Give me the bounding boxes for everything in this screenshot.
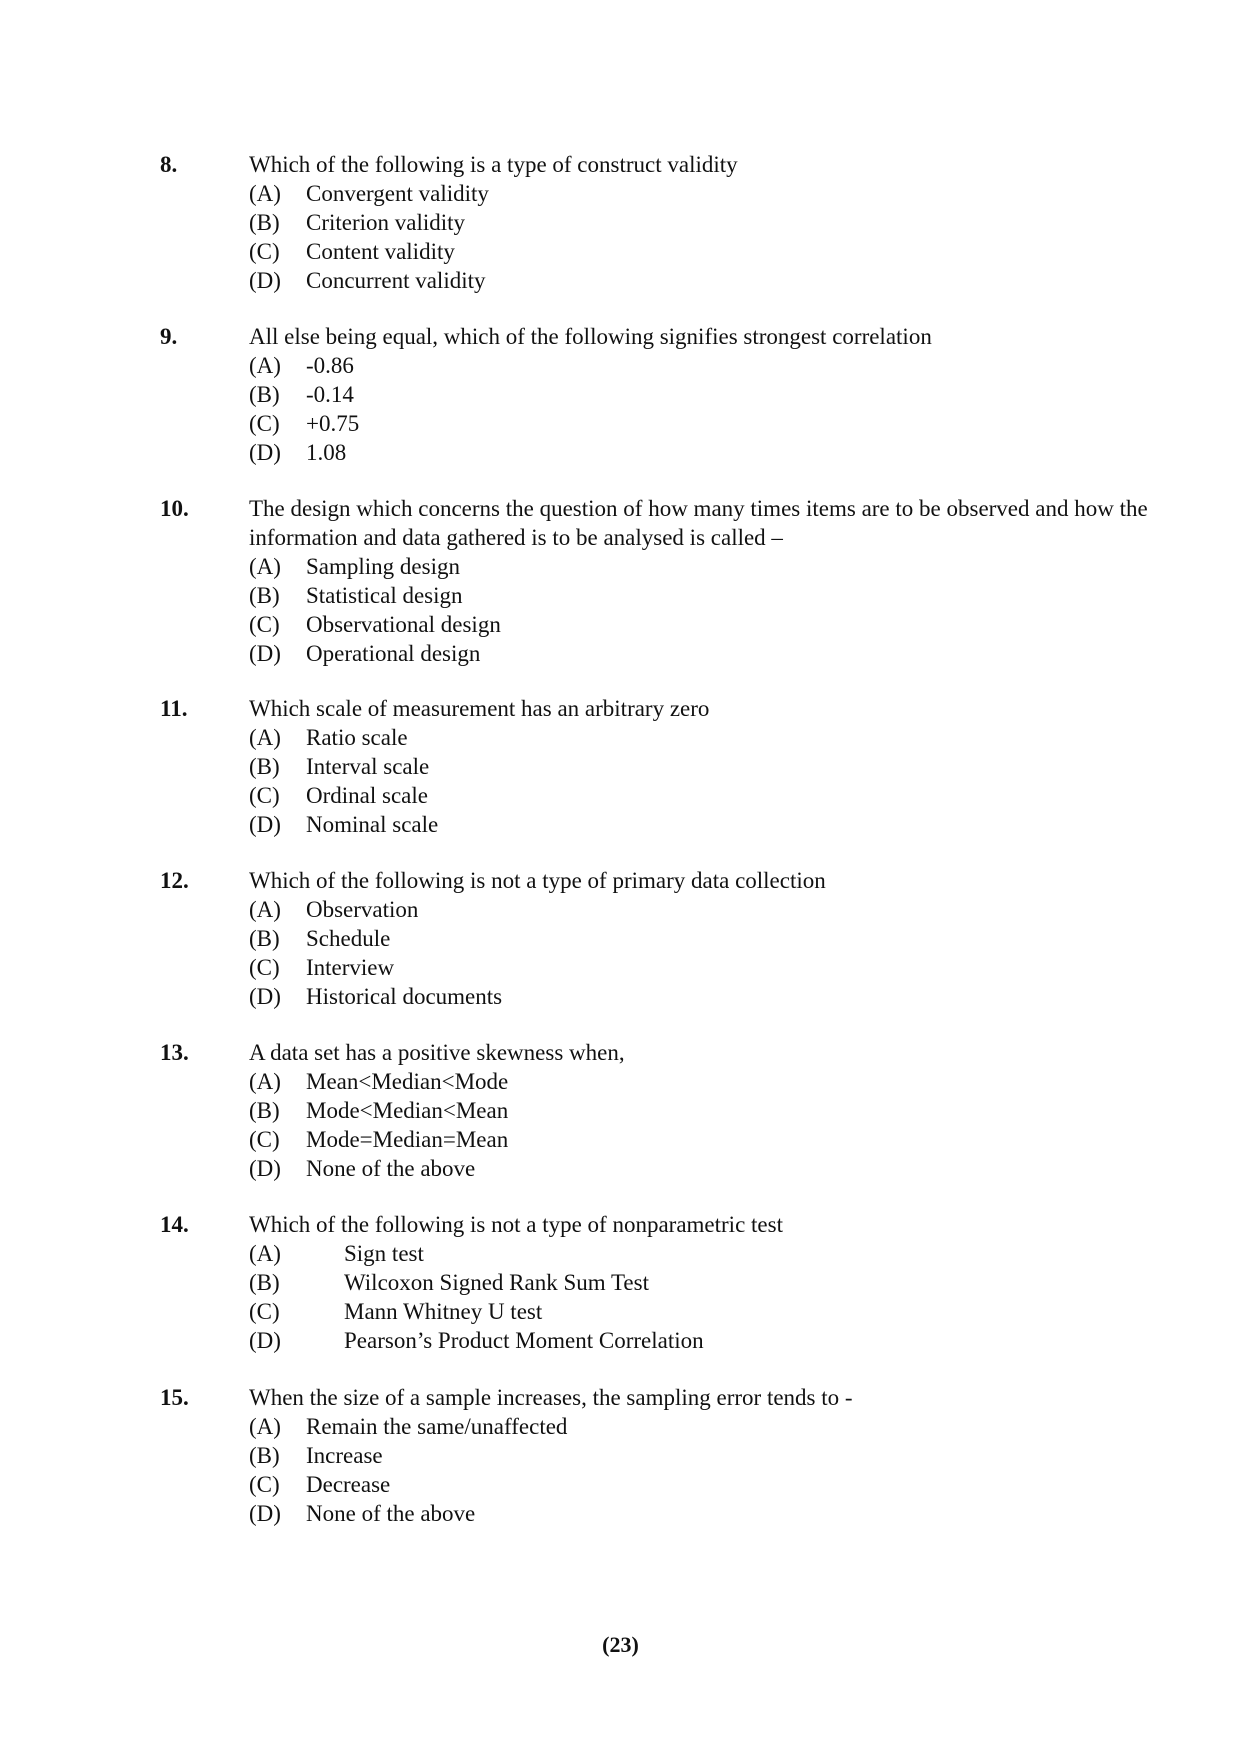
option-label: (B) — [249, 754, 280, 779]
option-label: (A) — [249, 725, 281, 750]
option-text: Observation — [306, 897, 419, 922]
option-text: Mean<Median<Mode — [306, 1069, 509, 1094]
question-number: 9. — [160, 324, 178, 349]
option-label: (D) — [249, 440, 281, 465]
option-text: -0.86 — [306, 353, 354, 378]
option-text: Pearson’s Product Moment Correlation — [344, 1328, 704, 1353]
option-text: Schedule — [306, 926, 391, 951]
option-label: (B) — [249, 210, 280, 235]
option-label: (B) — [249, 382, 280, 407]
option-text: 1.08 — [306, 440, 347, 465]
question-text: All else being equal, which of the following signifies strongest correlation — [249, 324, 932, 349]
option-text: +0.75 — [306, 411, 360, 436]
option-label: (D) — [249, 641, 281, 666]
option-text: Interval scale — [306, 754, 430, 779]
question-text: Which of the following is not a type of primary data collection — [249, 868, 826, 893]
option-label: (A) — [249, 554, 281, 579]
option-text: Content validity — [306, 239, 455, 264]
option-label: (D) — [249, 1501, 281, 1526]
option-text: Observational design — [306, 612, 501, 637]
option-text: Statistical design — [306, 583, 463, 608]
option-text: Mann Whitney U test — [344, 1299, 543, 1324]
option-text: None of the above — [306, 1501, 476, 1526]
page-number: (23) — [602, 1632, 639, 1657]
option-label: (A) — [249, 181, 281, 206]
option-label: (C) — [249, 239, 280, 264]
option-text: Wilcoxon Signed Rank Sum Test — [344, 1270, 649, 1295]
option-label: (C) — [249, 955, 280, 980]
question-number: 8. — [160, 152, 178, 177]
question-number: 15. — [160, 1385, 189, 1410]
option-text: Convergent validity — [306, 181, 489, 206]
option-text: Nominal scale — [306, 812, 439, 837]
option-text: Interview — [306, 955, 395, 980]
option-text: Ordinal scale — [306, 783, 428, 808]
option-label: (B) — [249, 1098, 280, 1123]
option-label: (B) — [249, 1270, 280, 1295]
option-label: (A) — [249, 1414, 281, 1439]
question-text: Which of the following is a type of construct validity — [249, 152, 738, 177]
option-text: Decrease — [306, 1472, 391, 1497]
option-text: Ratio scale — [306, 725, 408, 750]
option-label: (D) — [249, 1156, 281, 1181]
option-label: (A) — [249, 353, 281, 378]
option-label: (C) — [249, 411, 280, 436]
option-text: Concurrent validity — [306, 268, 486, 293]
option-text: Sign test — [344, 1241, 424, 1266]
option-label: (C) — [249, 1127, 280, 1152]
question-number: 13. — [160, 1040, 189, 1065]
option-label: (D) — [249, 984, 281, 1009]
question-text: A data set has a positive skewness when, — [249, 1040, 625, 1065]
option-text: Historical documents — [306, 984, 503, 1009]
option-label: (A) — [249, 1241, 281, 1266]
option-label: (B) — [249, 583, 280, 608]
question-text: When the size of a sample increases, the sampling error tends to - — [249, 1385, 853, 1410]
option-text: Increase — [306, 1443, 383, 1468]
option-label: (A) — [249, 1069, 281, 1094]
option-label: (C) — [249, 1472, 280, 1497]
option-text: Remain the same/unaffected — [306, 1414, 568, 1439]
option-text: None of the above — [306, 1156, 476, 1181]
question-number: 14. — [160, 1212, 189, 1237]
question-number: 10. — [160, 496, 189, 521]
option-label: (D) — [249, 1328, 281, 1353]
option-text: Sampling design — [306, 554, 460, 579]
question-number: 12. — [160, 868, 189, 893]
option-label: (B) — [249, 1443, 280, 1468]
option-label: (D) — [249, 812, 281, 837]
option-label: (C) — [249, 783, 280, 808]
question-number: 11. — [160, 696, 188, 721]
option-text: Mode=Median=Mean — [306, 1127, 509, 1152]
option-label: (D) — [249, 268, 281, 293]
question-text: Which of the following is not a type of nonparametric test — [249, 1212, 783, 1237]
option-text: Mode<Median<Mean — [306, 1098, 509, 1123]
option-text: Operational design — [306, 641, 481, 666]
question-text: The design which concerns the question of how many times items are to be observed and how the information and data gathered is to be analysed is called – — [249, 496, 1148, 550]
option-label: (B) — [249, 926, 280, 951]
option-label: (C) — [249, 612, 280, 637]
option-label: (C) — [249, 1299, 280, 1324]
option-text: -0.14 — [306, 382, 354, 407]
question-text: Which scale of measurement has an arbitrary zero — [249, 696, 710, 721]
option-label: (A) — [249, 897, 281, 922]
option-text: Criterion validity — [306, 210, 466, 235]
